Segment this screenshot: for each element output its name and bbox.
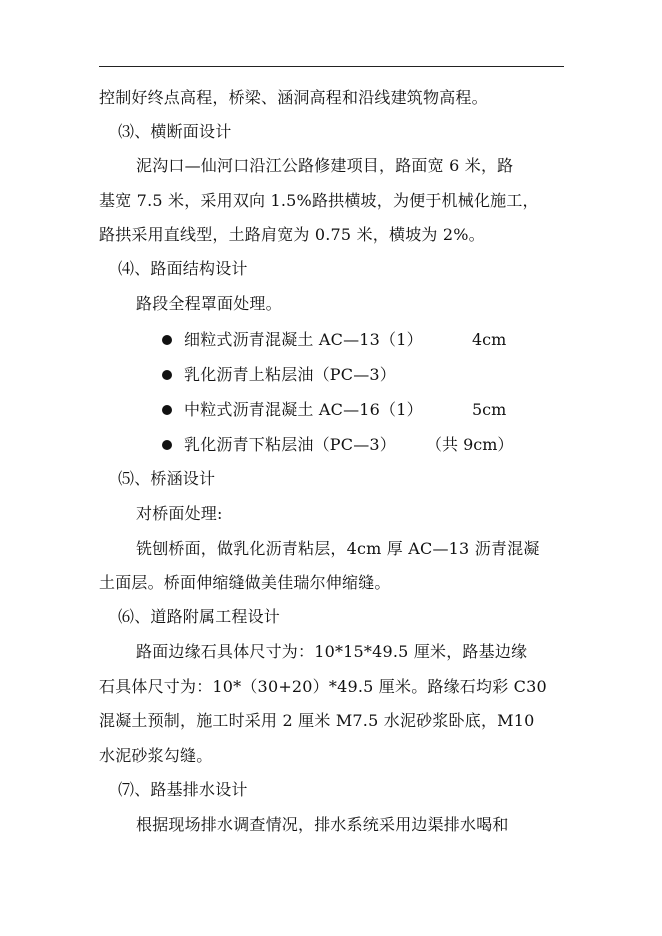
text-line: 根据现场排水调查情况，排水系统采用边渠排水喝和 — [136, 815, 509, 834]
section-heading: ⑷、路面结构设计 — [118, 259, 248, 278]
text-line: 基宽 7.5 米，采用双向 1.5%路拱横坡，为便于机械化施工， — [99, 191, 539, 210]
text-line: 路段全程罩面处理。 — [136, 294, 282, 313]
bullet-item-text: 乳化沥青上粘层油（PC—3） — [184, 365, 396, 384]
bullet-icon — [162, 405, 172, 415]
text-line: 控制好终点高程，桥梁、涵洞高程和沿线建筑物高程。 — [99, 88, 488, 107]
text-line: 铣刨桥面，做乳化沥青粘层，4cm 厚 AC—13 沥青混凝 — [136, 539, 540, 558]
bullet-item-text: 乳化沥青下粘层油（PC—3） — [184, 435, 396, 454]
text-line: 水泥砂浆勾缝。 — [99, 746, 213, 765]
bullet-icon — [162, 370, 172, 380]
section-heading: ⑶、横断面设计 — [118, 122, 232, 141]
text-line: 对桥面处理: — [136, 504, 223, 523]
bullet-icon — [162, 335, 172, 345]
bullet-icon — [162, 440, 172, 450]
bullet-item-text: 细粒式沥青混凝土 AC—13（1） — [184, 330, 423, 349]
section-heading: ⑸、桥涵设计 — [118, 469, 216, 488]
text-line: 泥沟口—仙河口沿江公路修建项目，路面宽 6 米，路 — [136, 156, 514, 175]
bullet-item-note: 4cm — [472, 330, 507, 349]
text-line: 石具体尺寸为：10*（30+20）*49.5 厘米。路缘石均彩 C30 — [99, 677, 547, 696]
text-line: 土面层。桥面伸缩缝做美佳瑞尔伸缩缝。 — [99, 573, 391, 592]
bullet-item-text: 中粒式沥青混凝土 AC—16（1） — [184, 400, 423, 419]
bullet-item-note: 5cm — [472, 400, 507, 419]
text-line: 路拱采用直线型，土路肩宽为 0.75 米，横坡为 2%。 — [99, 225, 485, 244]
text-line: 混凝土预制，施工时采用 2 厘米 M7.5 水泥砂浆卧底，M10 — [99, 711, 535, 730]
bullet-item-note: （共 9cm） — [426, 435, 514, 454]
header-rule — [99, 66, 564, 67]
section-heading: ⑺、路基排水设计 — [118, 780, 248, 799]
section-heading: ⑹、道路附属工程设计 — [118, 607, 281, 626]
text-line: 路面边缘石具体尺寸为：10*15*49.5 厘米，路基边缘 — [136, 642, 528, 661]
